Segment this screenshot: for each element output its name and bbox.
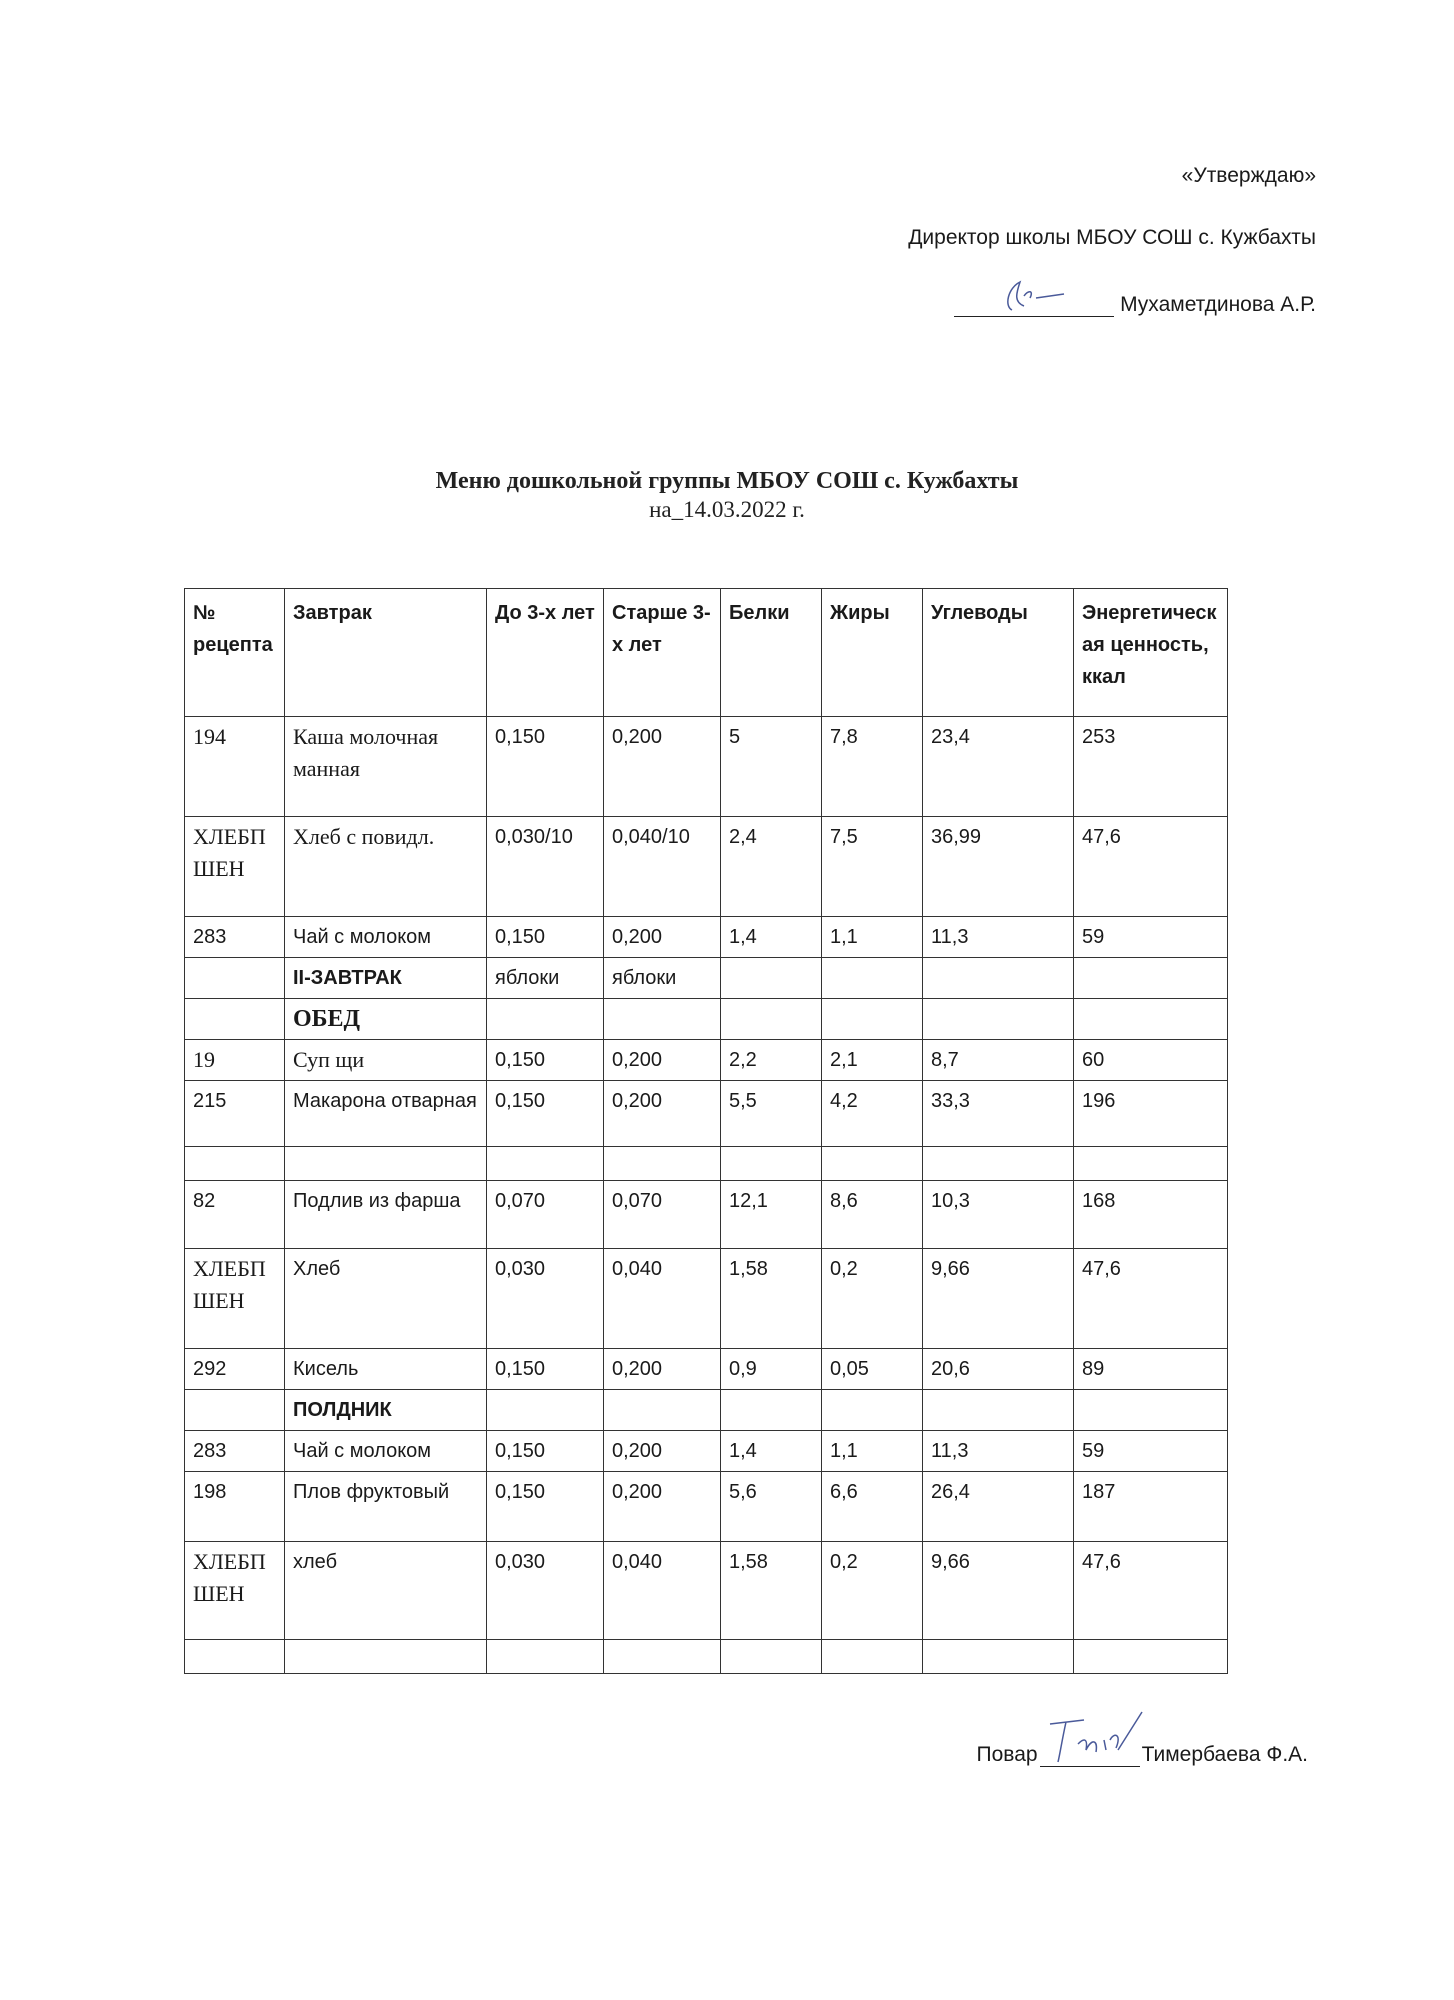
kcal-cell: 59 <box>1074 917 1228 958</box>
dish-cell: Суп щи <box>285 1040 487 1081</box>
carbs-cell <box>923 1390 1074 1431</box>
protein-cell: 2,2 <box>721 1040 822 1081</box>
cook-signature-line <box>977 1740 1308 1767</box>
table-row <box>185 1431 1228 1472</box>
document-title <box>0 468 1454 523</box>
under3-cell: 0,150 <box>487 1431 604 1472</box>
over3-cell: 0,200 <box>604 1349 721 1390</box>
protein-cell <box>721 1390 822 1431</box>
protein-cell: 2,4 <box>721 817 822 917</box>
over3-cell: 0,200 <box>604 917 721 958</box>
dish-cell: хлеб <box>285 1542 487 1640</box>
director-signature-line <box>954 286 1316 317</box>
table-row <box>185 1472 1228 1542</box>
kcal-cell: 47,6 <box>1074 1249 1228 1349</box>
table-row <box>185 917 1228 958</box>
over3-cell <box>604 1640 721 1674</box>
under3-cell: 0,030 <box>487 1542 604 1640</box>
kcal-cell: 60 <box>1074 1040 1228 1081</box>
recipe-cell: 194 <box>185 717 285 817</box>
fat-cell: 1,1 <box>822 1431 923 1472</box>
protein-cell: 1,4 <box>721 1431 822 1472</box>
under3-cell: 0,150 <box>487 917 604 958</box>
protein-cell: 1,58 <box>721 1249 822 1349</box>
title-date: на_14.03.2022 г. <box>649 497 805 522</box>
recipe-cell <box>185 999 285 1040</box>
kcal-cell <box>1074 1147 1228 1181</box>
protein-cell: 5 <box>721 717 822 817</box>
recipe-cell: 283 <box>185 917 285 958</box>
approval-line: «Утверждаю» <box>1181 164 1316 187</box>
over3-cell: 0,040 <box>604 1249 721 1349</box>
fat-cell: 0,2 <box>822 1542 923 1640</box>
over3-cell <box>604 1147 721 1181</box>
director-signature <box>954 286 1114 317</box>
under3-cell: 0,070 <box>487 1181 604 1249</box>
header-cell: Старше 3-х лет <box>604 589 721 717</box>
recipe-cell: ХЛЕБПШЕН <box>185 817 285 917</box>
under3-cell: 0,150 <box>487 717 604 817</box>
header-cell: № рецепта <box>185 589 285 717</box>
recipe-cell: 198 <box>185 1472 285 1542</box>
fat-cell: 7,8 <box>822 717 923 817</box>
protein-cell: 0,9 <box>721 1349 822 1390</box>
protein-cell: 1,58 <box>721 1542 822 1640</box>
fat-cell: 6,6 <box>822 1472 923 1542</box>
fat-cell: 0,05 <box>822 1349 923 1390</box>
dish-cell: Каша молочная манная <box>285 717 487 817</box>
fat-cell <box>822 999 923 1040</box>
section-heading: II-ЗАВТРАК <box>285 958 487 999</box>
fat-cell <box>822 1640 923 1674</box>
under3-cell: 0,030/10 <box>487 817 604 917</box>
table-row <box>185 958 1228 999</box>
carbs-cell <box>923 958 1074 999</box>
header-cell: До 3-х лет <box>487 589 604 717</box>
over3-cell: 0,200 <box>604 1040 721 1081</box>
kcal-cell: 253 <box>1074 717 1228 817</box>
carbs-cell: 36,99 <box>923 817 1074 917</box>
recipe-cell: ХЛЕБПШЕН <box>185 1542 285 1640</box>
carbs-cell: 9,66 <box>923 1249 1074 1349</box>
dish-cell: Плов фруктовый <box>285 1472 487 1542</box>
recipe-cell <box>185 1147 285 1181</box>
carbs-cell: 20,6 <box>923 1349 1074 1390</box>
over3-cell: яблоки <box>604 958 721 999</box>
fat-cell: 7,5 <box>822 817 923 917</box>
kcal-cell: 89 <box>1074 1349 1228 1390</box>
under3-cell <box>487 1390 604 1431</box>
kcal-cell: 168 <box>1074 1181 1228 1249</box>
carbs-cell: 11,3 <box>923 1431 1074 1472</box>
carbs-cell: 9,66 <box>923 1542 1074 1640</box>
kcal-cell: 196 <box>1074 1081 1228 1147</box>
over3-cell <box>604 1390 721 1431</box>
carbs-cell: 26,4 <box>923 1472 1074 1542</box>
fat-cell: 1,1 <box>822 917 923 958</box>
over3-cell: 0,040 <box>604 1542 721 1640</box>
kcal-cell <box>1074 1390 1228 1431</box>
kcal-cell: 47,6 <box>1074 1542 1228 1640</box>
under3-cell: 0,150 <box>487 1040 604 1081</box>
section-heading: ОБЕД <box>285 999 487 1040</box>
protein-cell <box>721 958 822 999</box>
under3-cell: 0,150 <box>487 1081 604 1147</box>
dish-cell <box>285 1147 487 1181</box>
kcal-cell: 47,6 <box>1074 817 1228 917</box>
under3-cell <box>487 1640 604 1674</box>
table-row <box>185 1349 1228 1390</box>
recipe-cell: 19 <box>185 1040 285 1081</box>
recipe-cell <box>185 958 285 999</box>
dish-cell: Подлив из фарша <box>285 1181 487 1249</box>
over3-cell <box>604 999 721 1040</box>
dish-cell: Чай с молоком <box>285 917 487 958</box>
title-main: Меню дошкольной группы МБОУ СОШ с. Кужбахты <box>435 468 1019 494</box>
recipe-cell <box>185 1640 285 1674</box>
kcal-cell <box>1074 999 1228 1040</box>
dish-cell: Кисель <box>285 1349 487 1390</box>
dish-cell: Хлеб <box>285 1249 487 1349</box>
table-row <box>185 1390 1228 1431</box>
carbs-cell <box>923 999 1074 1040</box>
fat-cell <box>822 1390 923 1431</box>
header-cell: Жиры <box>822 589 923 717</box>
protein-cell <box>721 1147 822 1181</box>
carbs-cell: 23,4 <box>923 717 1074 817</box>
under3-cell <box>487 999 604 1040</box>
table-row <box>185 1040 1228 1081</box>
carbs-cell: 10,3 <box>923 1181 1074 1249</box>
recipe-cell: 283 <box>185 1431 285 1472</box>
over3-cell: 0,200 <box>604 717 721 817</box>
section-heading: ПОЛДНИК <box>285 1390 487 1431</box>
fat-cell <box>822 958 923 999</box>
under3-cell: 0,150 <box>487 1472 604 1542</box>
kcal-cell <box>1074 958 1228 999</box>
menu-table <box>184 588 1228 1674</box>
recipe-cell <box>185 1390 285 1431</box>
carbs-cell: 8,7 <box>923 1040 1074 1081</box>
carbs-cell <box>923 1640 1074 1674</box>
table-row <box>185 817 1228 917</box>
over3-cell: 0,200 <box>604 1431 721 1472</box>
cook-signature <box>1040 1740 1140 1767</box>
under3-cell: 0,030 <box>487 1249 604 1349</box>
protein-cell <box>721 1640 822 1674</box>
fat-cell: 2,1 <box>822 1040 923 1081</box>
table-row <box>185 1249 1228 1349</box>
over3-cell: 0,040/10 <box>604 817 721 917</box>
dish-cell: Чай с молоком <box>285 1431 487 1472</box>
dish-cell <box>285 1640 487 1674</box>
carbs-cell: 33,3 <box>923 1081 1074 1147</box>
kcal-cell: 187 <box>1074 1472 1228 1542</box>
director-name: Мухаметдинова А.Р. <box>1120 293 1316 316</box>
director-line: Директор школы МБОУ СОШ с. Кужбахты <box>908 226 1316 249</box>
table-row <box>185 1542 1228 1640</box>
cook-name: Тимербаева Ф.А. <box>1141 1743 1308 1766</box>
dish-cell: Макарона отварная <box>285 1081 487 1147</box>
protein-cell: 12,1 <box>721 1181 822 1249</box>
recipe-cell: 292 <box>185 1349 285 1390</box>
under3-cell: яблоки <box>487 958 604 999</box>
dish-cell: Хлеб с повидл. <box>285 817 487 917</box>
kcal-cell: 59 <box>1074 1431 1228 1472</box>
cook-label: Повар <box>976 1743 1038 1766</box>
recipe-cell: ХЛЕБПШЕН <box>185 1249 285 1349</box>
protein-cell: 5,6 <box>721 1472 822 1542</box>
header-cell: Белки <box>721 589 822 717</box>
recipe-cell: 215 <box>185 1081 285 1147</box>
under3-cell: 0,150 <box>487 1349 604 1390</box>
over3-cell: 0,200 <box>604 1472 721 1542</box>
header-cell: Углеводы <box>923 589 1074 717</box>
protein-cell: 5,5 <box>721 1081 822 1147</box>
table-row <box>185 1181 1228 1249</box>
carbs-cell <box>923 1147 1074 1181</box>
table-row <box>185 1147 1228 1181</box>
fat-cell: 8,6 <box>822 1181 923 1249</box>
table-row <box>185 999 1228 1040</box>
fat-cell <box>822 1147 923 1181</box>
protein-cell: 1,4 <box>721 917 822 958</box>
table-row <box>185 1640 1228 1674</box>
header-cell: Завтрак <box>285 589 487 717</box>
fat-cell: 4,2 <box>822 1081 923 1147</box>
over3-cell: 0,200 <box>604 1081 721 1147</box>
fat-cell: 0,2 <box>822 1249 923 1349</box>
under3-cell <box>487 1147 604 1181</box>
carbs-cell: 11,3 <box>923 917 1074 958</box>
table-row <box>185 1081 1228 1147</box>
table-row <box>185 717 1228 817</box>
table-header-row <box>185 589 1228 717</box>
over3-cell: 0,070 <box>604 1181 721 1249</box>
kcal-cell <box>1074 1640 1228 1674</box>
recipe-cell: 82 <box>185 1181 285 1249</box>
protein-cell <box>721 999 822 1040</box>
header-cell: Энергетическая ценность, ккал <box>1074 589 1228 717</box>
